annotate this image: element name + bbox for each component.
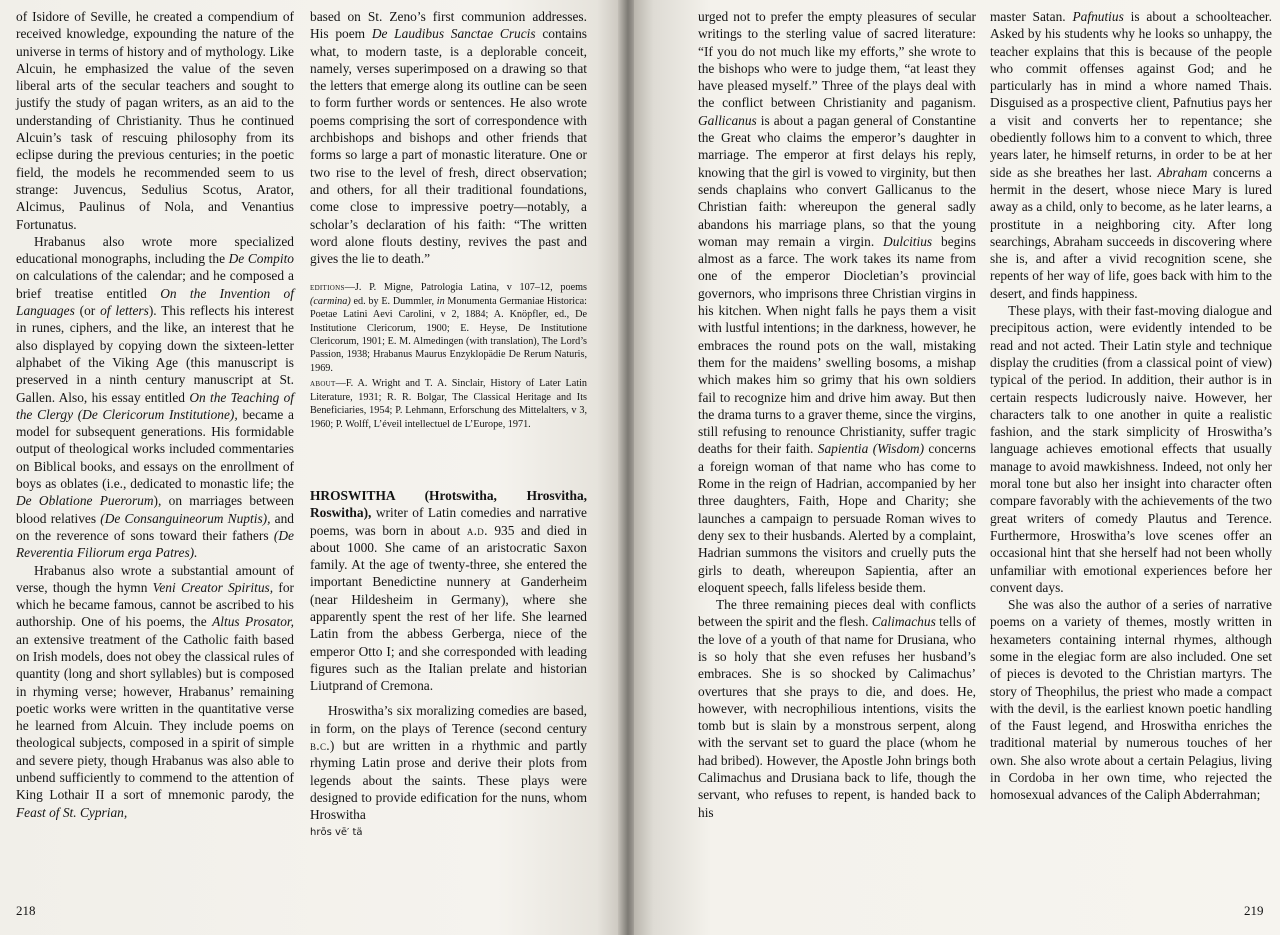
text-run: became a model for subsequent generations. His formidable output of theological works included commentaries on Biblical books, and essays on the enrollment of boys as oblates (i.e., dedicated to monastic life; the [16,406,294,492]
text-run: Hroswitha’s six moralizing comedies are based, in form, on the plays of Terence (second century [310,703,587,736]
italic-run: in [436,295,445,307]
editions-bibliography [310,281,587,375]
entry-paragraph-hroswitha [310,487,587,695]
italic-run: On the Invention of Languages [16,285,294,319]
text-run: based on St. Zeno’s first communion addresses. His poem [310,9,587,42]
italic-run: De Oblatione Puerorum [16,493,154,509]
italic-run: (carmina) [310,295,351,307]
paragraph [310,702,587,823]
text-run: master Satan. [990,9,1073,24]
text-run: —F. A. Wright and T. A. Sinclair, History of Later Latin Literature, 1931; R. R. Bolgar, The Classical Heritage and Its Beneficiaries, 1954; P. Lehmann, Erforschung des Mittelalters, v 3, 1960; P. Wolff, L’éveil intellectuel de L’Europe, 1971. [310,378,587,430]
text-run: of Isidore of Seville, he created a compendium of received knowledge, expounding the nature of the universe in terms of history and of mythology. Like Alcuin, he emphasized the value of the seven liberal arts of the secular teachers and sought to justify the study of pagan writers, as an aid to the understanding of Christianity. Thus he continued Alcuin’s task of rescuing philosophy from its eclipse during the previous centuries; in the poetic field, the models he recommended seem to us strange: Juvencus, Sedulius Scotus, Arator, Alcimus, Paulinus of Nola, and Venantius Fortunatus. [16,9,294,232]
italic-run: De Laudibus Sanctae Crucis [371,26,536,42]
text-run: concerns a hermit in the desert, whose niece Mary is lured away as a child, only to become, as he later learns, a prostitute in a neighboring city. After long searchings, Abraham succeeds in discovering where she is, and after a vivid recognition scene, she repents of her way of life, goes back with him to the desert, and finds happiness. [990,164,1272,301]
paragraph [16,562,294,821]
italic-run: Veni Creator Spiritus, [152,579,274,595]
italic-run: (De Reverentia Filiorum erga Patres). [16,527,294,561]
italic-run: Dulcitius [883,233,933,249]
left-page [0,0,622,935]
italic-run: De Compito [228,251,294,267]
text-run: contains what, to modern taste, is a deplorable conceit, namely, verses superimposed on a drawing so that the letters that emerge along its outline can be seen to form further words or sentences. He also wrote poems comprising the sort of correspondence with archbishops and bishops and other friends that forms so large a part of monastic literature. One or two rise to the level of fresh, direct observation; and others, for all their traditional foundations, come close to impressive poetry—notably, a scholar’s declaration of his faith: “The written word alone flouts destiny, revives the past and gives the lie to death.” [310,26,587,267]
paragraph [698,8,976,596]
italic-run: Calimachus [871,614,936,630]
right-page-column-1 [698,8,976,821]
text-run: and on the reverence of sons toward their fathers [16,510,295,543]
paragraph [990,8,1272,302]
text-run: an extensive treatment of the Catholic faith based on Irish models, does not obey the classical rules of quantity (long and short syllables) but is composed in rhyming verse; however, Hrabanus’ remaining poetic works were written in the quantitative verse he learned from Alcuin. They include poems on theological subjects, composed in a spirit of simple and severe piety, though Hrabanus was also able to unbend sufficiently to commend to the attention of King Lothair II a sort of mnemonic parody, the [16,631,294,803]
text-run: concerns a foreign woman of that name who has come to Rome in the reign of Hadrian, accompanied by her three daughters, Faith, Hope and Charity; she launches a campaign to persuade Roman wives to deny sex to their husbands. Alerted by a complaint, Hadrian summons the visitors and cruelly puts the girls to death, whereupon Sapientia, after an eloquent speech, falls lifeless beside them. [698,441,976,595]
italic-run: Feast of St. Cyprian, [16,804,128,820]
paragraph [16,8,294,233]
text-run: —J. P. Migne, Patrologia Latina, v 107–12, poems [344,282,587,294]
text-run: tells of the love of a youth of that name for Drusiana, who is so holy that she even refuses her husband’s embraces. She is so shocked by Calimachus’ overtures that she prays to die, and does. He, however, with necrophilious intentions, visits the tomb but is slain by a monstrous serpent, along with the servant set to guard the place (whom he had bribed). However, the Apostle John brings both Calimachus and Drusiana back to life, though the servant, who refuses to repent, is handed back to his [698,614,976,820]
pronunciation-guide: hrōs vē′ tä [310,826,363,838]
text-run: Monumenta Germaniae Historica: Poetae Latini Aevi Carolini, v 2, 1884; A. Knöpfler, ed., De Institutione Clericorum, 1900; E. Heyse, De Institutione Clericorum, 1901; E. M. Almedingen (with translation), The Lord’s Passion, 1938; Hrabanus Maurus Enzyklopädie De Rerum Naturis, 1969. [310,295,587,374]
text-run: begins almost as a farce. The work takes its name from one of the emperor Diocletian’s provincial governors, who imprisons three Christian virgins in his kitchen. When night falls he pays them a visit with lustful intentions; in the darkness, however, he embraces the round pots on the wall, mistaking them for the maidens’ swelling bosoms, a mishap which makes him so grimy that his own soldiers fail to recognize him and drive him away. But then the drama turns to a graver theme, since the virgins, still refusing to renounce Christianity, suffer tragic deaths for their faith. [698,233,976,457]
text-run: Hrabanus also wrote more specialized educational monographs, including the [16,233,294,267]
italic-run: (De Consanguineorum Nuptis), [100,510,271,526]
text-run: is about a schoolteacher. Asked by his students why he looks so unhappy, the teacher explains that this is because of the people who commit offenses against God; and he particularly has in mind a whore named Thais. Disguised as a prospective client, Pafnutius pays her a visit and converts her to repentance; she obediently follows him to a convent to which, three years later, he himself returns, in order to be at her side as she breathes her last. [990,9,1272,180]
italic-run: Sapientia (Wisdom) [817,441,925,457]
italic-run: Abraham [1157,164,1208,180]
entry-separator [310,431,587,487]
paragraph [16,233,294,562]
paragraph [990,596,1272,804]
text-run: (or [74,303,101,319]
italic-run: of letters [100,303,149,319]
left-page-column-2 [310,8,587,841]
text-run: urged not to prefer the empty pleasures of secular writings to the sterling value of sacred literature: “If you do not much like my efforts,” she wrote to the bishops who were to judge them, “at least they have pleased myself.” Three of the plays deal with the conflict between Christianity and paganism. [698,9,976,111]
text-run: ) but are written in a rhythmic and partly rhyming Latin prose and derive their plots from legends about the saints. These plays were designed to provide edification for the nuns, whom Hroswitha [310,738,587,823]
about-label: about [310,378,336,390]
text-run: These plays, with their fast-moving dialogue and precipitous action, were evidently intended to be read and not acted. Their Latin style and technique display the crudities (from a classical point of view) typical of the period. In addition, their author is in certain respects ludicrously naive. However, her characters talk to one another in quite a realistic fashion, and the stark simplicity of Hroswitha’s language achieves emotional effects that usually manage to avoid mawkishness. Indeed, not only her moral tone but also her insight into character often compare favorably with the achievements of the two great writers of comedy Plautus and Terence. Furthermore, Hroswitha’s love scenes offer an occasional hint that she herself had not been wholly unfamiliar with emotional experiences before her convent days. [990,303,1272,595]
text-run: for which he became famous, cannot be ascribed to his authorship. One of his poems, the [16,579,294,630]
entry-headword: HROSWITHA (Hrotswitha, Hrosvitha, Roswitha), [310,487,587,521]
about-text [310,378,587,429]
paragraph [310,8,587,267]
italic-run: Altus Prosator, [212,614,294,630]
text-run: 935 and died in about 1000. She came of an aristocratic Saxon family. At the age of twenty-three, she entered the important Benedictine nunnery at Ganderheim (near Hildesheim in Germany), where she apparently spent the rest of her life. She learned Latin from the abbess Gerberga, niece of the emperor Otto I; and she corresponded with leading figures such as the Italian prelate and historian Liutprand of Cremona. [310,522,588,694]
text-run: writer of Latin comedies and narrative poems, was born in about [310,505,587,538]
text-run: ed. by E. Dummler, [350,295,437,307]
paragraph [698,596,976,821]
text-run: on calculations of the calendar; and he composed a brief treatise entitled [16,268,294,301]
italic-run: On the Teaching of the Clergy (De Clericorum Institutione), [16,389,294,422]
text-run: ). This reflects his interest in runes, ciphers, and the like, an interest that he also displayed by copying down the sixteen-letter alphabet of the Viking Age (this manuscript is preserved in a ninth century manuscript at St. Gallen. Also, his essay entitled [16,303,295,405]
right-page-column-2 [990,8,1272,804]
editions-label: editions [310,282,345,294]
small-caps-run: a.d. [466,522,488,538]
italic-run: Pafnutius [1072,9,1124,24]
italic-run: Gallicanus [698,112,757,128]
text-run: Hrabanus also wrote a substantial amount of verse, though the hymn [16,562,294,595]
editions-text [310,282,587,373]
text-run: is about a pagan general of Constantine the Great who claims the emperor’s daughter in marriage. The emperor at first delays his reply, knowing that the girl is vowed to virginity, but then sends chaplains who convert Gallicanus to the Christian faith: whereupon the general sadly abandons his marriage plans, so that the young woman may remain a virgin. [698,112,976,249]
text-run: ), on marriages between blood relatives [16,493,294,526]
text-run: The three remaining pieces deal with conflicts between the spirit and the flesh. [698,597,976,630]
paragraph [990,302,1272,596]
page-number-left: 218 [16,903,36,918]
text-run: She was also the author of a series of narrative poems on a variety of themes, mostly written in hexameters containing internal rhymes, although some in the elegiac form are also included. One set of pieces is devoted to the Christian martyrs. The story of Theophilus, the priest who made a compact with the devil, is the earliest known poetic handling of the Faust legend, and Hroswitha enriches the traditional material by numerous touches of her own. She also wrote about a certain Pelagius, living in Cordoba in her own time, who rejected the homosexual advances of the Caliph Abderrahman; [990,597,1272,803]
about-bibliography [310,377,587,431]
entry-text [310,505,587,693]
left-page-column-1 [16,8,294,821]
page-number-right: 219 [1244,903,1264,918]
small-caps-run: b.c. [310,738,330,754]
right-page [634,0,1280,935]
